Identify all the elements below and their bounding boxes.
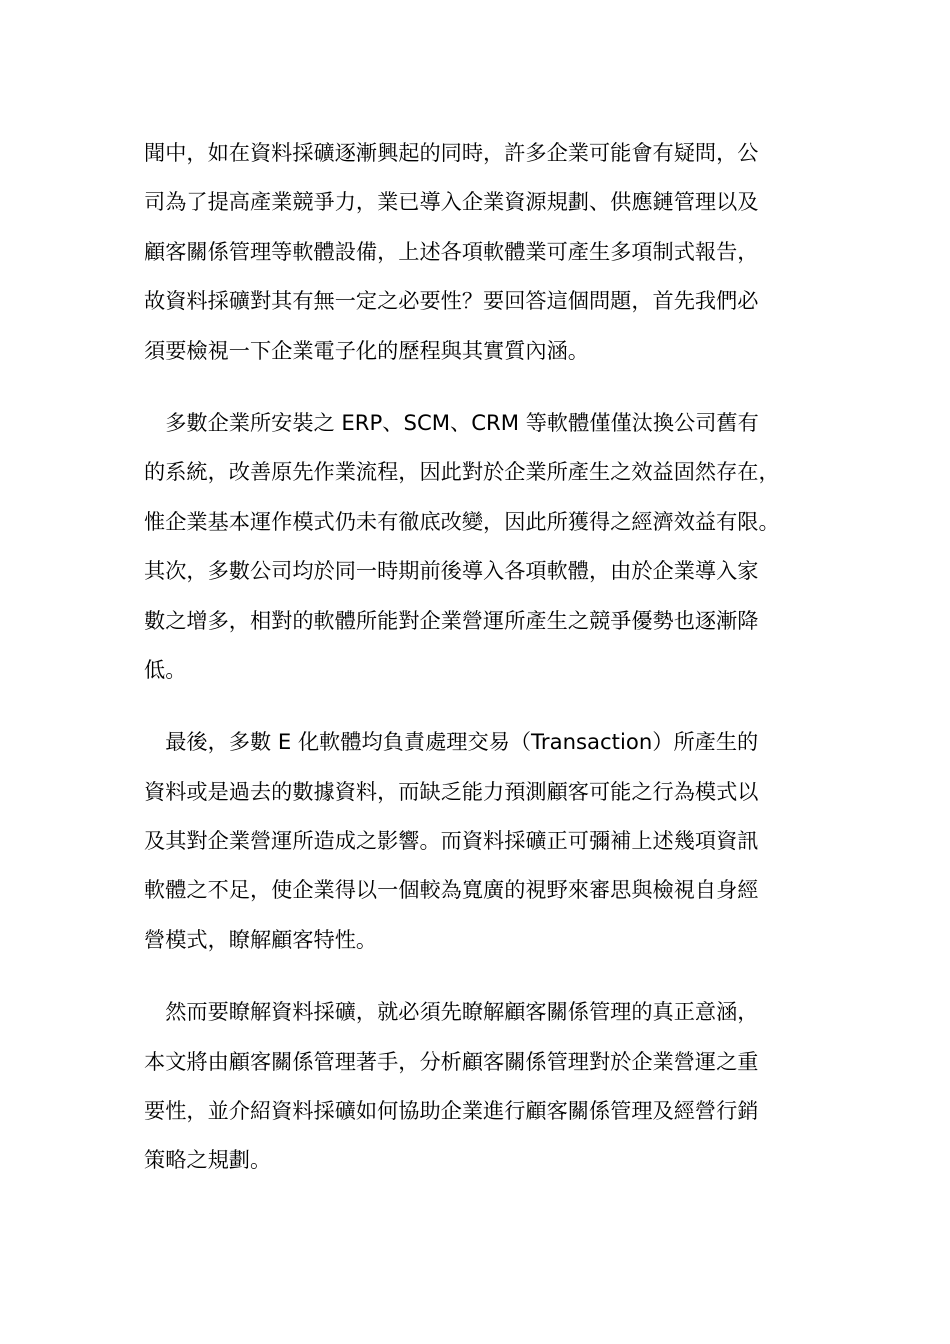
paragraph-spacer — [144, 375, 816, 398]
paragraph-line: 最後，多數 E 化軟體均負責處理交易（Transaction）所產生的 — [144, 729, 759, 755]
paragraph-line: 低。 — [144, 656, 187, 682]
paragraph-line: 營模式，瞭解顧客特性。 — [144, 926, 378, 952]
paragraph-line: 資料或是過去的數據資料，而缺乏能力預測顧客可能之行為模式以 — [144, 778, 759, 804]
paragraph-spacer — [144, 694, 816, 717]
paragraph-line: 故資料採礦對其有無一定之必要性？要回答這個問題，首先我們必 — [144, 288, 759, 314]
paragraph-2 — [144, 398, 816, 694]
paragraph-line: 其次，多數公司均於同一時期前後導入各項軟體，由於企業導入家 — [144, 558, 759, 584]
paragraph-line: 聞中，如在資料採礦逐漸興起的同時，許多企業可能會有疑問，公 — [144, 140, 759, 165]
paragraph-line: 及其對企業營運所造成之影響。而資料採礦正可彌補上述幾項資訊 — [144, 828, 759, 854]
paragraph-1 — [144, 128, 816, 375]
document-body — [144, 128, 816, 1185]
paragraph-line: 本文將由顧客關係管理著手，分析顧客關係管理對於企業營運之重 — [144, 1048, 759, 1074]
paragraph-line: 須要檢視一下企業電子化的歷程與其實質內涵。 — [144, 337, 589, 363]
paragraph-line: 數之增多，相對的軟體所能對企業營運所產生之競爭優勢也逐漸降 — [144, 607, 759, 633]
paragraph-4 — [144, 987, 816, 1185]
paragraph-line: 司為了提高產業競爭力，業已導入企業資源規劃、供應鏈管理以及 — [144, 189, 759, 215]
paragraph-line: 軟體之不足，使企業得以一個較為寬廣的視野來審思與檢視自身經 — [144, 877, 759, 903]
paragraph-line: 要性，並介紹資料採礦如何協助企業進行顧客關係管理及經營行銷 — [144, 1098, 759, 1124]
paragraph-line: 然而要瞭解資料採礦，就必須先瞭解顧客關係管理的真正意涵， — [144, 999, 759, 1025]
paragraph-3 — [144, 717, 816, 964]
paragraph-spacer — [144, 964, 816, 987]
paragraph-line: 惟企業基本運作模式仍未有徹底改變，因此所獲得之經濟效益有限。 — [144, 508, 780, 534]
paragraph-line: 多數企業所安裝之 ERP、SCM、CRM 等軟體僅僅汰換公司舊有 — [144, 409, 759, 435]
paragraph-line: 顧客關係管理等軟體設備，上述各項軟體業可產生多項制式報告， — [144, 238, 759, 264]
paragraph-line: 的系統，改善原先作業流程，因此對於企業所產生之效益固然存在， — [144, 459, 780, 485]
paragraph-line: 策略之規劃。 — [144, 1147, 272, 1173]
